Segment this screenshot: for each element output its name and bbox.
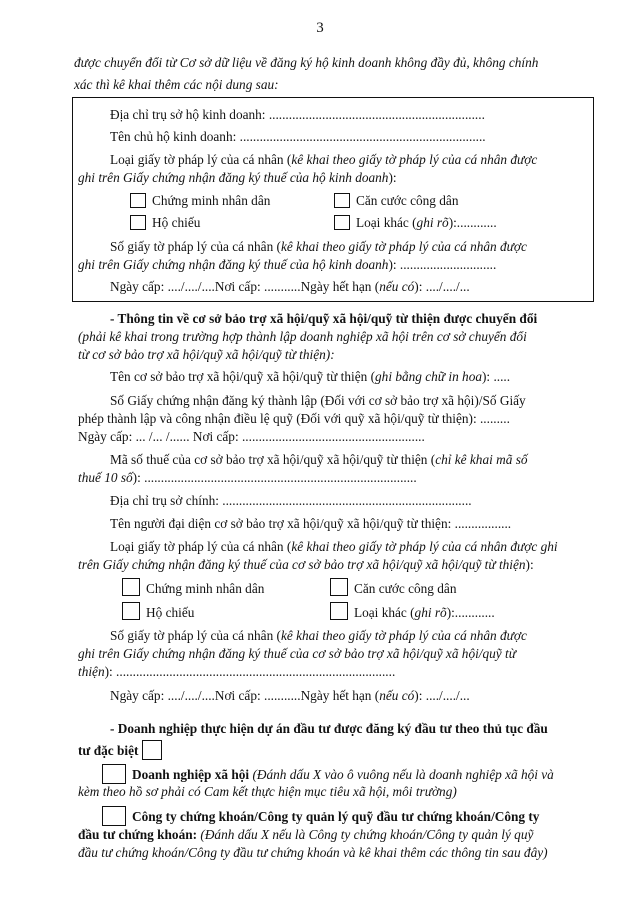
checkbox[interactable]: [122, 602, 140, 620]
household-doc-type-label: [110, 151, 537, 169]
social-option-passport[interactable]: [122, 602, 194, 622]
field-dots: ): .....: [482, 369, 511, 384]
label-note: trên Giấy chứng nhận đăng ký thuế của cơ sở bảo trợ xã hội/quỹ xã hội/quỹ từ thiện: [78, 557, 526, 572]
social-issue-date-field[interactable]: [110, 687, 470, 705]
household-option-citizen-card[interactable]: [334, 192, 458, 210]
option-label-end: ):............: [448, 215, 497, 230]
option-label: Loại khác (: [356, 215, 417, 230]
option-label: đầu tư chứng khoán:: [78, 827, 198, 842]
social-fund-representative-field[interactable]: Tên người đại diện cơ sở bảo trợ xã hội/quỹ xã hội/quỹ từ thiện: .................: [110, 516, 512, 531]
option-label: Căn cước công dân: [356, 193, 459, 208]
securities-company-label-cont: [78, 826, 533, 844]
option-note: (Đánh dấu X nếu là Công ty chứng khoán/Công ty quản lý quỹ: [200, 827, 534, 842]
label-note: kê khai theo giấy tờ pháp lý của cá nhân được ghi: [291, 539, 558, 554]
social-doc-number-field[interactable]: [78, 663, 395, 681]
securities-company-option[interactable]: [102, 806, 539, 826]
label-text: Số giấy tờ pháp lý của cá nhân (: [110, 239, 281, 254]
option-note: (Đánh dấu X vào ô vuông nếu là doanh nghiệp xã hội và: [252, 767, 554, 782]
social-fund-cert-field[interactable]: phép thành lập và công nhận điều lệ quỹ (Đối với quỹ xã hội/quỹ từ thiện): .........: [78, 411, 510, 426]
intro-line: được chuyển đổi từ Cơ sở dữ liệu về đăng ký hộ kinh doanh không đầy đủ, không chính: [74, 55, 539, 70]
option-label: Loại khác (: [354, 605, 415, 620]
intro-line: xác thì kê khai thêm các nội dung sau:: [74, 77, 279, 92]
social-doc-number-label-cont: ghi trên Giấy chứng nhận đăng ký thuế của cơ sở bảo trợ xã hội/quỹ xã hội/quỹ từ: [78, 646, 516, 661]
special-investment-option[interactable]: [78, 740, 168, 760]
option-label: Căn cước công dân: [354, 581, 457, 596]
label-note: thiện: [78, 664, 105, 679]
field-dots: ): ..................................................................................: [132, 470, 417, 485]
social-fund-cert-date-field[interactable]: Ngày cấp: ... /... /...... Nơi cấp: .......................................................: [78, 429, 425, 444]
label-note: kê khai theo giấy tờ pháp lý của cá nhân được: [280, 628, 527, 643]
label-text: Số giấy tờ pháp lý của cá nhân (: [110, 628, 281, 643]
label-text: Ngày cấp: ..../..../....Nơi cấp: ...........Ngày hết hạn (: [110, 279, 380, 294]
social-fund-note: từ cơ sở bảo trợ xã hội/quỹ xã hội/quỹ từ thiện):: [78, 347, 335, 362]
social-option-other[interactable]: [330, 602, 495, 622]
household-owner-field[interactable]: Tên chủ hộ kinh doanh: ..........................................................................: [110, 129, 486, 144]
option-label: Công ty chứng khoán/Công ty quản lý quỹ đầu tư chứng khoán/Công ty: [132, 809, 540, 824]
option-note: ghi rõ: [414, 605, 447, 620]
page-number: 3: [316, 20, 324, 36]
social-fund-cert-label: Số Giấy chứng nhận đăng ký thành lập (Đối với cơ sở bảo trợ xã hội)/Số Giấy: [110, 393, 526, 408]
social-fund-tax-label: [110, 451, 528, 469]
option-label-end: ):............: [446, 605, 495, 620]
option-label: Hộ chiếu: [146, 605, 195, 620]
social-doc-number-label: [110, 627, 527, 645]
social-fund-heading: - Thông tin về cơ sở bảo trợ xã hội/quỹ xã hội/quỹ từ thiện được chuyển đổi: [110, 311, 538, 326]
checkbox[interactable]: [334, 215, 350, 230]
option-label: Doanh nghiệp xã hội: [132, 767, 250, 782]
special-investment-heading: - Doanh nghiệp thực hiện dự án đầu tư được đăng ký đầu tư theo thủ tục đầu: [110, 721, 548, 736]
label-text: Loại giấy tờ pháp lý của cá nhân (: [110, 539, 292, 554]
social-option-id-card[interactable]: [122, 578, 264, 598]
checkbox[interactable]: [330, 578, 348, 596]
social-enterprise-option[interactable]: [102, 764, 554, 784]
label-note: chỉ kê khai mã số: [435, 452, 528, 467]
household-address-field[interactable]: Địa chỉ trụ sở hộ kinh doanh: .................................................................: [110, 107, 485, 122]
option-label: tư đặc biệt: [78, 743, 139, 758]
checkbox[interactable]: [334, 193, 350, 208]
label-text: Mã số thuế của cơ sở bảo trợ xã hội/quỹ xã hội/quỹ từ thiện (: [110, 452, 436, 467]
household-doc-number-field[interactable]: [78, 256, 496, 274]
option-label: Chứng minh nhân dân: [146, 581, 265, 596]
label-note: thuế 10 số: [78, 470, 133, 485]
checkbox[interactable]: [102, 764, 126, 784]
social-fund-name-field[interactable]: [110, 368, 510, 386]
checkbox[interactable]: [122, 578, 140, 596]
label-note: ghi trên Giấy chứng nhận đăng ký thuế của hộ kinh doanh: [78, 257, 389, 272]
label-note: kê khai theo giấy tờ pháp lý của cá nhân được: [291, 152, 538, 167]
intro-text: [74, 52, 594, 96]
securities-company-note: đầu tư chứng khoán/Công ty đầu tư chứng khoán và kê khai thêm các thông tin sau đây): [78, 845, 548, 860]
label-text: Loại giấy tờ pháp lý của cá nhân (: [110, 152, 292, 167]
option-note: ghi rõ: [416, 215, 449, 230]
household-option-passport[interactable]: [130, 214, 200, 232]
social-fund-tax-field[interactable]: [78, 469, 417, 487]
social-doc-type-label-cont: [78, 556, 534, 574]
field-dots: ): ....................................................................................: [104, 664, 396, 679]
label-note: ghi trên Giấy chứng nhận đăng ký thuế của hộ kinh doanh: [78, 170, 389, 185]
social-fund-head-office-field[interactable]: Địa chỉ trụ sở chính: ...........................................................................: [110, 493, 472, 508]
checkbox[interactable]: [142, 740, 162, 760]
label-text: ): ..../..../...: [414, 279, 470, 294]
option-label: Hộ chiếu: [152, 215, 201, 230]
label-text: Ngày cấp: ..../..../....Nơi cấp: ...........Ngày hết hạn (: [110, 688, 380, 703]
label-text: ):: [525, 557, 534, 572]
label-text: Tên cơ sở bảo trợ xã hội/quỹ xã hội/quỹ từ thiện (: [110, 369, 376, 384]
social-fund-note: (phải kê khai trong trường hợp thành lập doanh nghiệp xã hội trên cơ sở chuyển đổi: [78, 329, 527, 344]
household-doc-type-label-cont: [78, 169, 397, 187]
household-doc-number-label: [110, 238, 527, 256]
checkbox[interactable]: [102, 806, 126, 826]
field-dots: ): .............................: [388, 257, 497, 272]
household-option-id-card[interactable]: [130, 192, 270, 210]
label-note: nếu có: [379, 688, 415, 703]
checkbox[interactable]: [130, 193, 146, 208]
social-option-citizen-card[interactable]: [330, 578, 456, 598]
option-label: Chứng minh nhân dân: [152, 193, 271, 208]
label-note: kê khai theo giấy tờ pháp lý của cá nhân được: [280, 239, 527, 254]
label-text: ): ..../..../...: [414, 688, 470, 703]
label-note: nếu có: [379, 279, 415, 294]
household-issue-date-field[interactable]: [110, 278, 470, 296]
social-enterprise-note: kèm theo hồ sơ phải có Cam kết thực hiện mục tiêu xã hội, môi trường): [78, 784, 457, 799]
label-text: ):: [388, 170, 397, 185]
checkbox[interactable]: [130, 215, 146, 230]
household-option-other[interactable]: [334, 214, 497, 232]
checkbox[interactable]: [330, 602, 348, 620]
social-doc-type-label: [110, 538, 558, 556]
label-note: ghi bằng chữ in hoa: [375, 369, 482, 384]
